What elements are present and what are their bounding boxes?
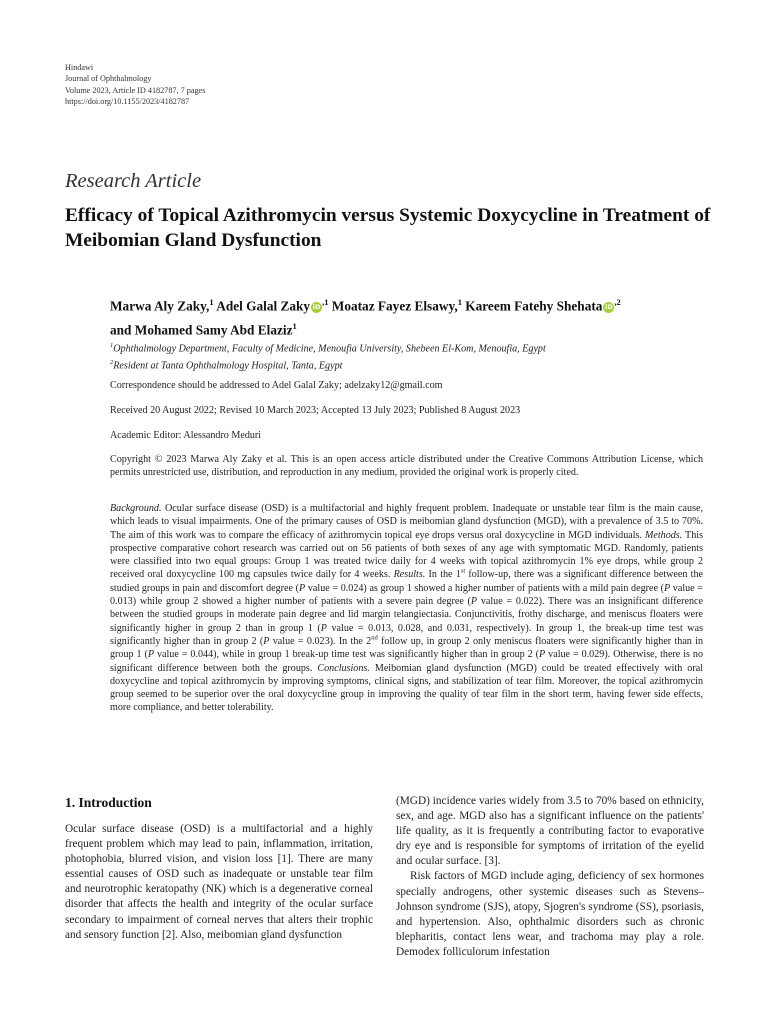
- author-affiliation-mark: ,2: [614, 297, 621, 307]
- intro-column-left: [65, 822, 373, 943]
- intro-paragraph: (MGD) incidence varies widely from 3.5 to 70% based on ethnicity, sex, and age. MGD also has a significant influence on the patients' life quality, as it is frequently a contributing factor to evaporative dry eye and is responsible for symptoms of irritation of the eyelid and ocular surface. [3].: [396, 795, 704, 868]
- abstract-text: Background. Ocular surface disease (OSD) is a multifactorial and highly frequent problem. Inadequate or unstable tear film is the main cause, which leads to visual impairments. One of the primary causes of OSD is meibomian gland dysfunction (MGD), with a prevalence of 3.5 to 70%. The aim of this work was to compare the efficacy of azithromycin topical eye drops versus oral doxycycline in MGD individuals. Methods. This prospective comparative cohort research was carried out on 56 patients of both sexes of any age with symptomatic MGD. Randomly, patients were classified into two equal groups: Group 1 was treated twice daily for 4 weeks with topical azithromycin 1% eye drops, while group 2 received oral doxycycline 100 mg capsules twice daily for 4 weeks. Results. In the 1st follow-up, there was a significant difference between the studied groups in pain and discomfort degree (P value = 0.024) as group 1 showed a higher number of patients with a mild pain degree (P value = 0.013) while group 2 showed a higher number of patients with a severe pain degree (P value = 0.022). There was an insignificant difference between the studied groups in moderate pain degree and lid margin telangiectasia. Conjunctivitis, frothy discharge, and meniscus floaters were significantly higher in group 2 than in group 1 (P value = 0.013, 0.028, and 0.031, respectively). In group 1, the break-up time test was significantly higher than in group 2 (P value = 0.023). In the 2nd follow up, in group 2 only meniscus floaters were significantly higher than in group 1 (P value = 0.044), while in group 1 break-up time test was significantly higher than in group 2 (P value = 0.029). Otherwise, there is no significant difference between both the groups. Conclusions. Meibomian gland dysfunction (MGD) could be treated effectively with oral doxycycline and topical azithromycin by improving symptoms, clinical signs, and stabilization of tear film. Moreover, the topical azithromycin group seemed to be superior over the oral doxycycline group in improving the quality of tear film in the short term, having fewer side effects, more compliance, and better tolerability.: [110, 503, 704, 714]
- author-affiliation-mark: 1: [209, 297, 214, 307]
- author-name[interactable]: and Mohamed Samy Abd Elaziz: [110, 322, 293, 338]
- publisher-name: Hindawi: [65, 63, 94, 72]
- paper-title: Efficacy of Topical Azithromycin versus Systemic Doxycycline in Treatment of Meibomian Gland Dysfunction: [65, 205, 711, 251]
- author-name[interactable]: Kareem Fatehy Shehata: [465, 298, 603, 314]
- publication-dates: Received 20 August 2022; Revised 10 March 2023; Accepted 13 July 2023; Published 8 August 2023: [110, 405, 521, 416]
- intro-column-right: [396, 794, 704, 960]
- correspondence-line: Correspondence should be addressed to Adel Galal Zaky; adelzaky12@gmail.com: [110, 380, 443, 391]
- orcid-icon[interactable]: iD: [605, 303, 613, 312]
- academic-editor: Academic Editor: Alessandro Meduri: [110, 430, 262, 441]
- section-heading-introduction: 1. Introduction: [65, 795, 152, 810]
- abstract: [110, 502, 703, 715]
- author-name[interactable]: Adel Galal Zaky: [216, 298, 311, 314]
- article-type: Research Article: [65, 170, 202, 192]
- doi-link[interactable]: https://doi.org/10.1155/2023/4182787: [65, 96, 190, 106]
- affiliations: [110, 339, 703, 372]
- author-name[interactable]: Marwa Aly Zaky,: [110, 298, 210, 314]
- intro-paragraph-indented: Risk factors of MGD include aging, deficiency of sex hormones specially androgens, other systemic diseases such as Stevens–Johnson syndrome (SJS), atopy, Sjogren's syndrome (SS), psoriasis, and hypertension. Also, ophthalmic disorders such as chronic blepharitis, contact lens wear, and trachoma may play a role. Demodex folliculorum infestation: [396, 870, 704, 958]
- author-affiliation-mark: 1: [292, 321, 297, 332]
- journal-masthead: [65, 62, 205, 107]
- journal-name: Journal of Ophthalmology: [65, 74, 152, 84]
- copyright-notice: Copyright © 2023 Marwa Aly Zaky et al. This is an open access article distributed under the Creative Commons Attribution License, which permits unrestricted use, distribution, and reproduction in any medium, provided the original work is properly cited.: [110, 454, 703, 479]
- author-list: [110, 292, 730, 341]
- volume-info: Volume 2023, Article ID 4182787, 7 pages: [65, 85, 206, 95]
- affiliation-item: $^2$Resident at Tanta Ophthalmology Hospital, Tanta, Egypt: [110, 358, 343, 371]
- orcid-icon[interactable]: iD: [312, 303, 321, 312]
- author-name[interactable]: Moataz Fayez Elsawy,: [331, 298, 458, 314]
- author-affiliation-mark: ,1: [322, 297, 329, 307]
- author-affiliation-mark: 1: [457, 297, 462, 307]
- intro-paragraph: Ocular surface disease (OSD) is a multifactorial and a highly frequent problem which may lead to pain, inflammation, irritation, photophobia, blurred vision, and vision loss [1]. There are many essential causes of OSD such as inadequate or unstable tear film and neurotrophic keratopathy (NK) which is a degenerative corneal disorder that affects the health and integrity of the ocular surface secondary to impairment of corneal nerves that alters their trophic and sensory function [2]. Also, meibomian gland dysfunction: [65, 823, 373, 941]
- affiliation-item: $^1$Ophthalmology Department, Faculty of Medicine, Menoufia University, Shebeen El-Kom, Menoufia, Egypt: [110, 342, 546, 355]
